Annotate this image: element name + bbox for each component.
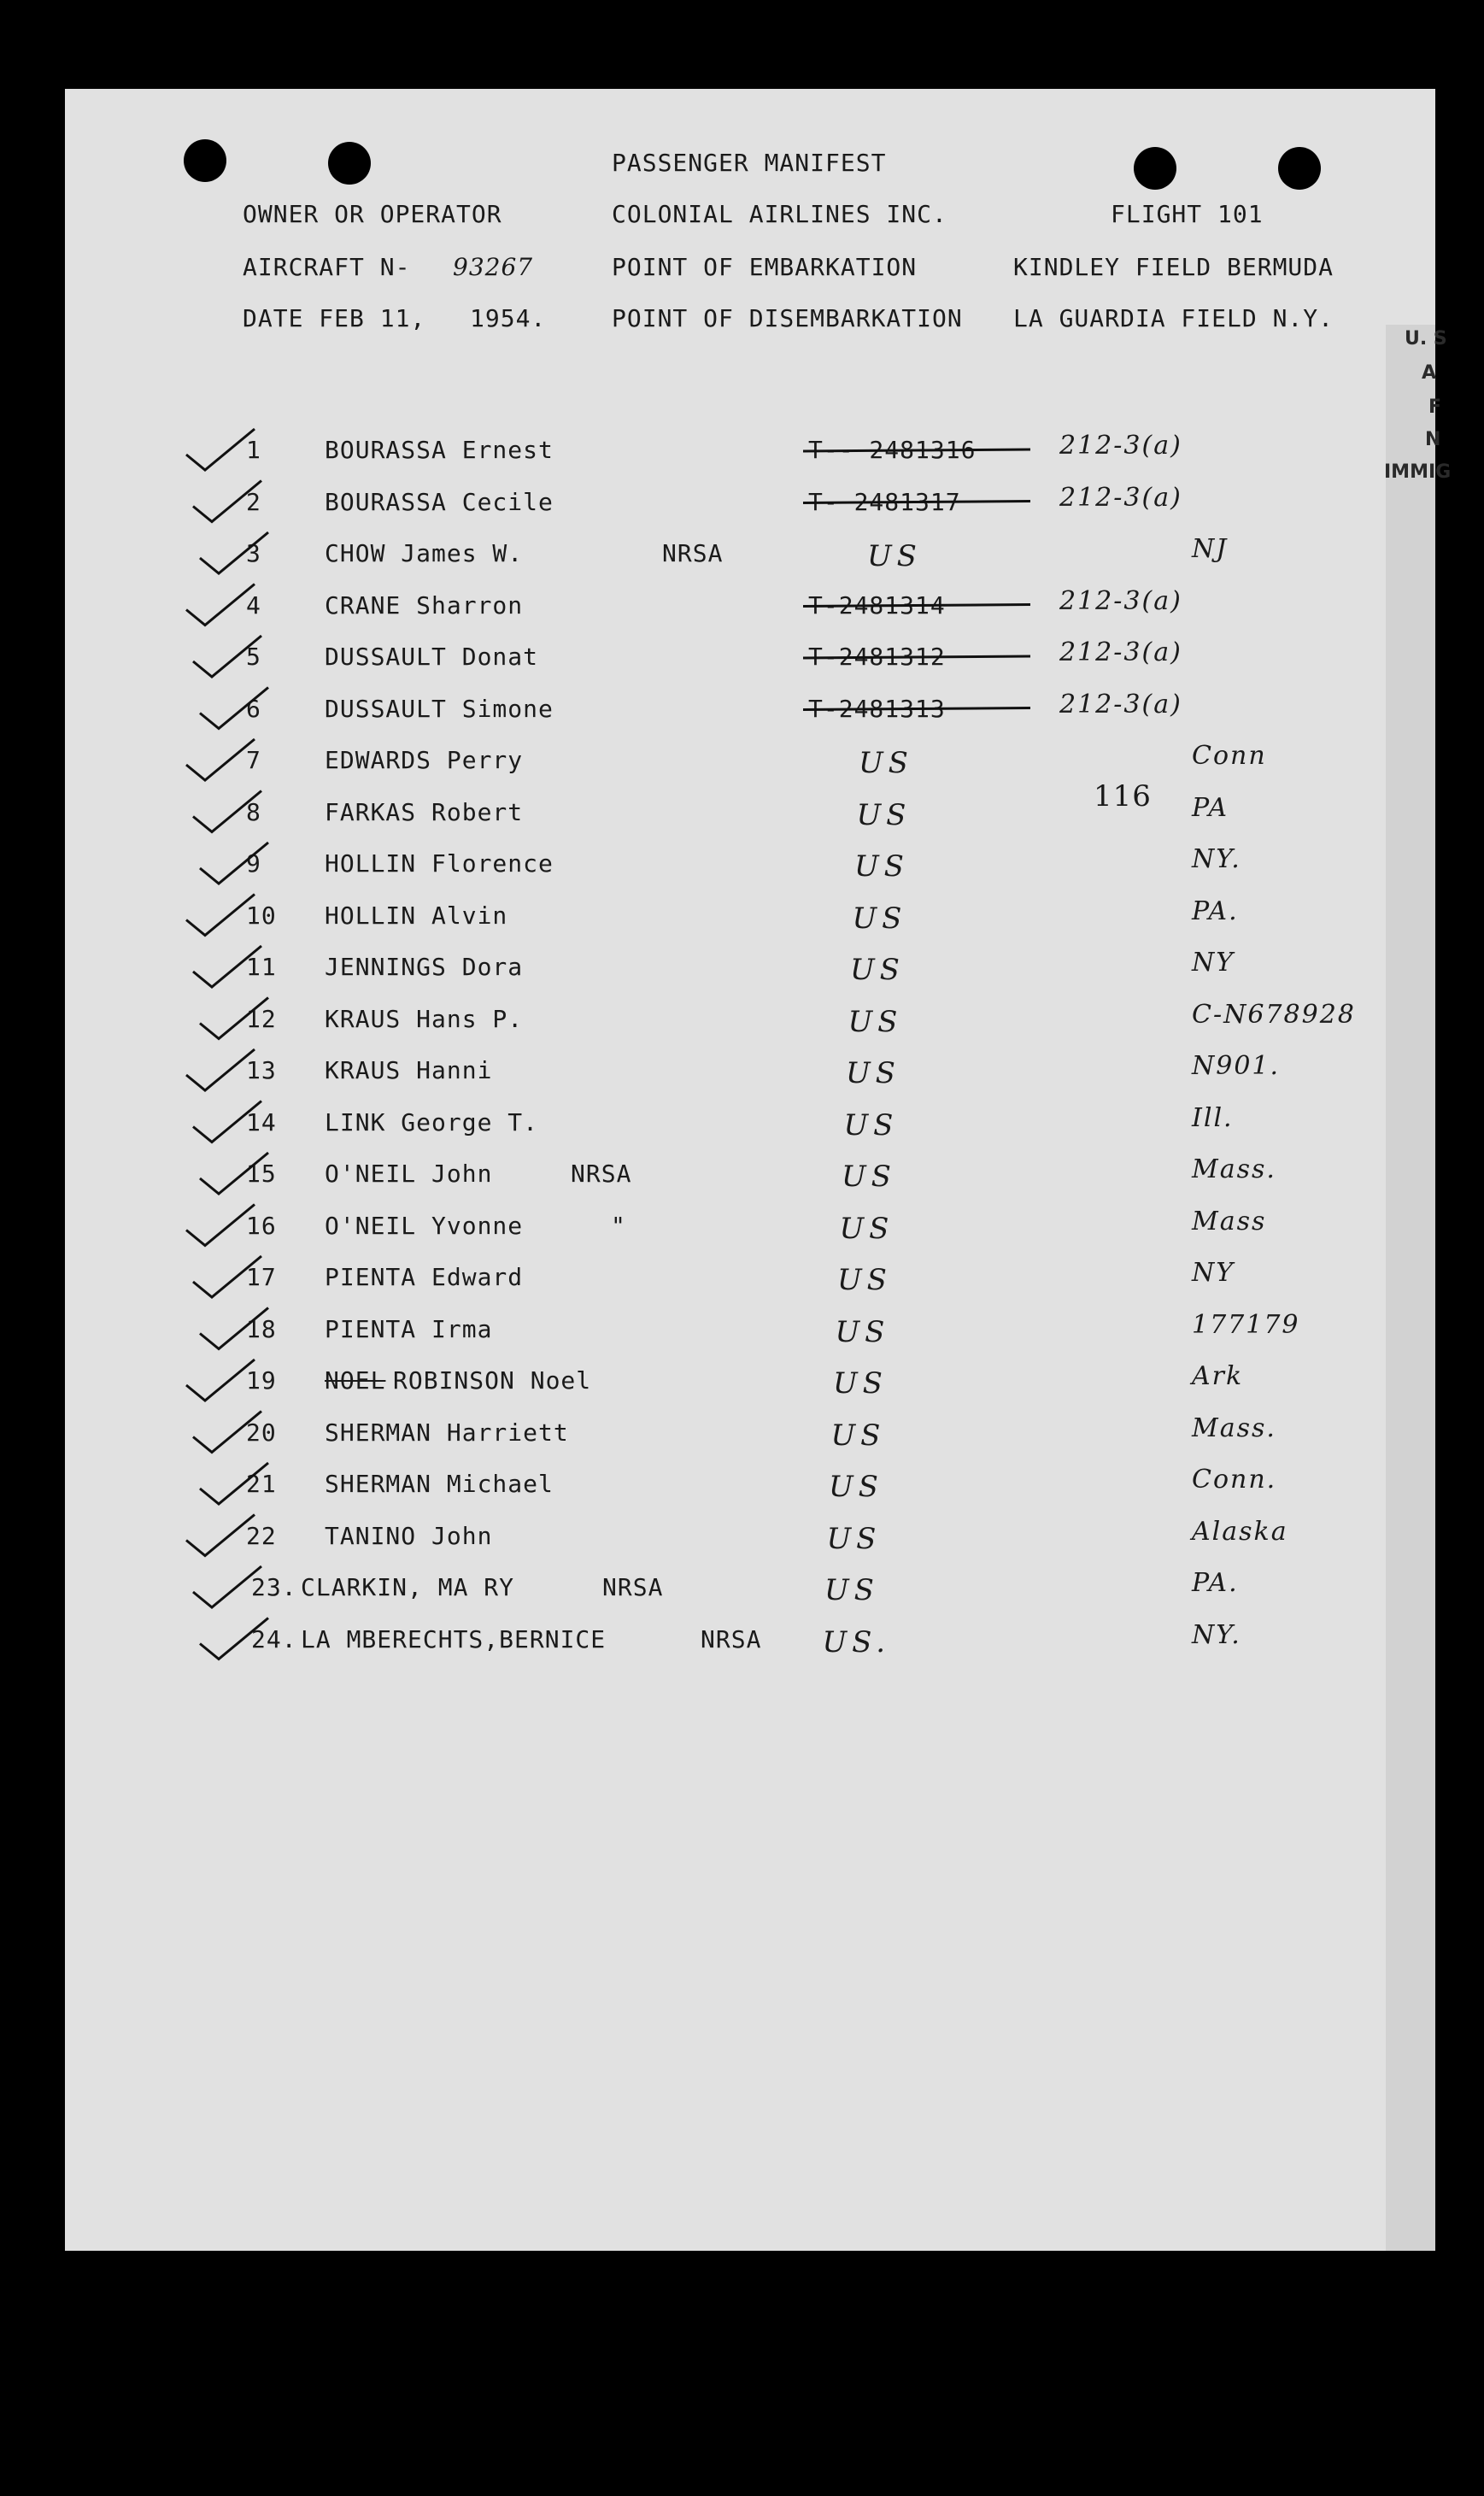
handwritten-note: Mass. <box>1192 1154 1276 1184</box>
check-mark <box>186 1360 255 1401</box>
citizenship-mark: US <box>852 901 907 936</box>
passenger-number: 16 <box>246 1211 277 1240</box>
passenger-name: FARKAS Robert <box>325 797 524 826</box>
owner-value: COLONIAL AIRLINES INC. <box>612 200 947 228</box>
handwritten-note: 212-3(a) <box>1059 431 1182 461</box>
citizenship-mark: US <box>856 797 912 832</box>
handwritten-note: 212-3(a) <box>1059 689 1182 719</box>
passenger-name: CRANE Sharron <box>325 590 524 620</box>
handwritten-note: Conn. <box>1192 1465 1277 1495</box>
handwritten-note: NY. <box>1192 1619 1241 1650</box>
passenger-number: 6 <box>246 694 261 723</box>
handwritten-note: 212-3(a) <box>1059 585 1182 616</box>
check-mark <box>186 1049 255 1090</box>
passenger-number: 1 <box>246 436 261 464</box>
passenger-name: PIENTA Irma <box>325 1314 493 1343</box>
passenger-number: 18 <box>246 1314 277 1343</box>
passenger-name: PIENTA Edward <box>325 1263 524 1291</box>
ticket-number: T-- 2481316 <box>808 436 977 464</box>
handwritten-note: Ill. <box>1192 1102 1234 1133</box>
strike-line <box>803 656 1030 658</box>
passenger-number: 20 <box>246 1418 277 1447</box>
aircraft-number: 93267 <box>453 253 534 281</box>
check-mark <box>200 1463 268 1504</box>
handwritten-note: 212-3(a) <box>1059 482 1182 513</box>
check-mark <box>200 998 268 1039</box>
handwritten-note: 212-3(a) <box>1059 637 1182 667</box>
check-mark <box>200 1153 268 1194</box>
citizenship-mark: US <box>846 1056 900 1090</box>
check-mark <box>193 636 261 677</box>
passenger-number: 7 <box>246 746 261 774</box>
passenger-name: BOURASSA Cecile <box>325 487 554 516</box>
passenger-number: 13 <box>246 1056 277 1084</box>
passenger-name: SHERMAN Harriett <box>325 1418 569 1447</box>
citizenship-mark: US <box>835 1314 890 1349</box>
passenger-name: EDWARDS Perry <box>325 746 524 774</box>
citizenship-mark: US <box>842 1160 896 1194</box>
passenger-name: ROBINSON Noel <box>393 1366 592 1395</box>
passenger-name: DUSSAULT Donat <box>325 643 539 671</box>
passenger-name: BOURASSA Ernest <box>325 436 554 464</box>
passenger-number: 23. <box>251 1573 297 1601</box>
passenger-number: 11 <box>246 953 277 981</box>
citizenship-mark: US <box>824 1573 879 1607</box>
citizenship-mark: US <box>839 1211 895 1246</box>
handwritten-note: N901. <box>1192 1051 1281 1081</box>
ticket-number: T-2481313 <box>808 694 946 723</box>
handwritten-note: PA <box>1192 792 1229 823</box>
date-year: 1954. <box>470 304 547 332</box>
strike-line <box>803 708 1030 710</box>
passenger-name: DUSSAULT Simone <box>325 694 554 723</box>
immigration-stamp-line: F <box>1428 396 1442 418</box>
citizenship-mark: US <box>859 746 913 780</box>
manifest-title: PASSENGER MANIFEST <box>612 149 887 177</box>
handwritten-note: NY <box>1192 1258 1235 1288</box>
status-flag: " <box>611 1211 626 1240</box>
passenger-number: 5 <box>246 643 261 671</box>
check-mark <box>186 1205 255 1246</box>
status-flag: NRSA <box>662 539 724 567</box>
check-mark <box>186 739 255 780</box>
passenger-number: 17 <box>246 1263 277 1291</box>
immigration-stamp-line: U. S <box>1405 328 1447 349</box>
handwritten-note: PA. <box>1192 896 1239 926</box>
passenger-number: 15 <box>246 1160 277 1188</box>
passenger-number: 4 <box>246 590 261 620</box>
passenger-name: JENNINGS Dora <box>325 953 524 981</box>
status-flag: NRSA <box>602 1573 664 1601</box>
citizenship-mark: US <box>826 1521 882 1556</box>
disembark-label: POINT OF DISEMBARKATION <box>612 304 963 332</box>
passenger-name: O'NEIL Yvonne <box>325 1211 524 1240</box>
passenger-number: 10 <box>246 901 277 930</box>
citizenship-mark: US <box>833 1366 888 1401</box>
citizenship-mark: US <box>843 1107 899 1142</box>
immigration-stamp-line: N <box>1425 429 1441 450</box>
struck-text: NOEL <box>325 1366 386 1395</box>
handwritten-note: C-N678928 <box>1192 999 1356 1030</box>
check-mark <box>186 1515 255 1556</box>
strike-line <box>803 502 1030 503</box>
handwritten-note: Ark <box>1192 1361 1244 1391</box>
owner-label: OWNER OR OPERATOR <box>243 200 502 228</box>
ticket-number: T-2481314 <box>808 590 946 620</box>
citizenship-mark: US <box>837 1263 892 1297</box>
check-mark <box>193 1256 261 1297</box>
passenger-number: 19 <box>246 1366 277 1395</box>
passenger-number: 21 <box>246 1470 277 1498</box>
citizenship-mark: US <box>829 1470 883 1504</box>
check-mark <box>193 481 261 522</box>
passenger-number: 9 <box>246 849 261 878</box>
handwritten-note: 177179 <box>1192 1309 1300 1340</box>
ticket-number: T-2481312 <box>808 643 946 671</box>
passenger-name: CLARKIN, MA RY <box>301 1573 515 1601</box>
immigration-stamp-line: A <box>1422 362 1437 384</box>
passenger-number: 8 <box>246 797 261 826</box>
citizenship-mark: US <box>848 1004 903 1039</box>
citizenship-mark: US <box>830 1418 886 1453</box>
handwritten-note: PA. <box>1192 1568 1239 1598</box>
strike-line <box>803 605 1030 607</box>
disembark-value: LA GUARDIA FIELD N.Y. <box>1013 304 1334 332</box>
check-mark <box>186 895 255 936</box>
embark-value: KINDLEY FIELD BERMUDA <box>1013 253 1334 281</box>
passenger-number: 24. <box>251 1624 297 1653</box>
handwritten-note: NJ <box>1192 534 1229 564</box>
check-mark <box>193 791 261 832</box>
check-mark <box>193 1412 261 1453</box>
check-mark <box>193 1566 261 1607</box>
passenger-name: KRAUS Hans P. <box>325 1004 524 1033</box>
passenger-name: KRAUS Hanni <box>325 1056 493 1084</box>
handwritten-note: NY. <box>1192 844 1241 874</box>
citizenship-mark: US <box>850 953 905 987</box>
passenger-name: O'NEIL John <box>325 1160 493 1188</box>
passenger-name: TANINO John <box>325 1521 493 1550</box>
check-mark <box>200 532 268 573</box>
strike-line <box>803 449 1030 451</box>
check-mark <box>193 1101 261 1142</box>
check-mark <box>200 688 268 729</box>
check-mark <box>186 429 255 470</box>
handwritten-note: Conn <box>1192 741 1267 771</box>
citizenship-mark: US <box>854 849 909 884</box>
check-mark <box>200 1308 268 1349</box>
page-number: 116 <box>1094 779 1152 813</box>
passenger-name: HOLLIN Alvin <box>325 901 508 930</box>
check-mark <box>200 1618 268 1659</box>
status-flag: NRSA <box>571 1160 632 1188</box>
passenger-name: CHOW James W. <box>325 539 524 567</box>
flight-number: FLIGHT 101 <box>1111 200 1264 228</box>
passenger-number: 12 <box>246 1004 277 1033</box>
handwritten-note: Mass <box>1192 1206 1267 1236</box>
date-label: DATE FEB 11, <box>243 304 426 332</box>
passenger-name: LINK George T. <box>325 1107 539 1136</box>
passenger-name: LA MBERECHTS,BERNICE <box>301 1624 607 1653</box>
passenger-name: SHERMAN Michael <box>325 1470 554 1498</box>
ticket-number: T- 2481317 <box>808 487 961 516</box>
handwritten-note: Mass. <box>1192 1412 1276 1443</box>
check-mark <box>186 584 255 625</box>
handwritten-note: NY <box>1192 948 1235 978</box>
embark-label: POINT OF EMBARKATION <box>612 253 918 281</box>
citizenship-mark: US. <box>822 1624 891 1659</box>
passenger-number: 2 <box>246 487 261 516</box>
handwritten-note: Alaska <box>1192 1516 1288 1547</box>
passenger-number: 22 <box>246 1521 277 1550</box>
passenger-name: HOLLIN Florence <box>325 849 554 878</box>
passenger-number: 3 <box>246 539 261 567</box>
check-mark <box>200 843 268 884</box>
citizenship-mark: US <box>867 539 922 573</box>
status-flag: NRSA <box>701 1624 762 1653</box>
check-mark <box>193 946 261 987</box>
immigration-stamp-line: IMMIG <box>1384 461 1452 483</box>
aircraft-label: AIRCRAFT N- <box>243 253 411 281</box>
passenger-number: 14 <box>246 1107 277 1136</box>
